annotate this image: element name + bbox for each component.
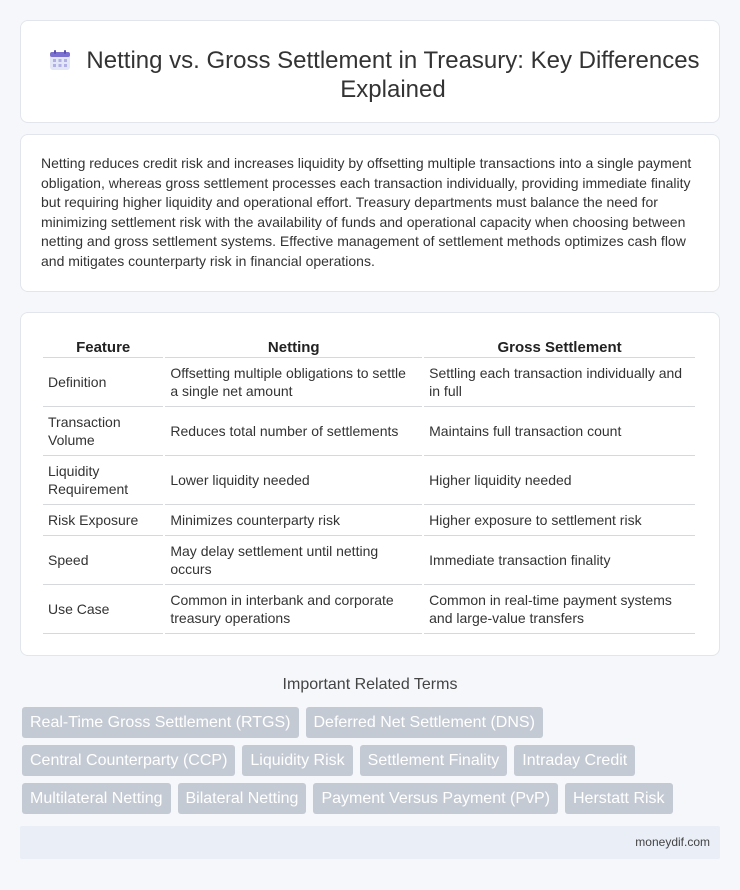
tag-rtgs[interactable]: Real-Time Gross Settlement (RTGS): [22, 707, 299, 738]
netting-cell: Common in interbank and corporate treasury operations: [165, 584, 422, 634]
tag-herstatt-risk[interactable]: Herstatt Risk: [565, 783, 673, 814]
table-row: [43, 535, 695, 584]
feature-cell: Speed: [43, 535, 163, 584]
page-title: Netting vs. Gross Settlement in Treasury: Key Differences Explained: [86, 47, 700, 103]
table-row: [43, 504, 695, 535]
gross-cell: Common in real-time payment systems and large-value transfers: [424, 584, 695, 634]
gross-cell: Higher exposure to settlement risk: [424, 504, 695, 535]
table-row: [43, 357, 695, 406]
tag-liquidity-risk[interactable]: Liquidity Risk: [242, 745, 352, 776]
tag-multilateral-netting[interactable]: Multilateral Netting: [22, 783, 171, 814]
table-header-row: [43, 335, 695, 357]
header-feature: Feature: [76, 338, 131, 356]
calendar-icon: [49, 49, 71, 71]
tag-bilateral-netting[interactable]: Bilateral Netting: [178, 783, 307, 814]
table-row: [43, 406, 695, 455]
gross-cell: Higher liquidity needed: [424, 455, 695, 504]
feature-cell: Risk Exposure: [43, 504, 163, 535]
footer: [20, 826, 720, 859]
tag-ccp[interactable]: Central Counterparty (CCP): [22, 745, 235, 776]
comparison-table: [41, 335, 697, 634]
gross-cell: Maintains full transaction count: [424, 406, 695, 455]
netting-cell: May delay settlement until netting occurs: [165, 535, 422, 584]
tag-pvp[interactable]: Payment Versus Payment (PvP): [313, 783, 558, 814]
title-card: [20, 20, 720, 123]
table-row: [43, 455, 695, 504]
tag-settlement-finality[interactable]: Settlement Finality: [360, 745, 508, 776]
tag-dns[interactable]: Deferred Net Settlement (DNS): [306, 707, 543, 738]
related-terms-title: Important Related Terms: [282, 676, 458, 693]
gross-cell: Immediate transaction finality: [424, 535, 695, 584]
netting-cell: Lower liquidity needed: [165, 455, 422, 504]
table-row: [43, 584, 695, 634]
netting-cell: Reduces total number of settlements: [165, 406, 422, 455]
feature-cell: Liquidity Requirement: [43, 455, 163, 504]
related-terms-tags: [22, 707, 722, 821]
feature-cell: Definition: [43, 357, 163, 406]
netting-cell: Offsetting multiple obligations to settle a single net amount: [165, 357, 422, 406]
feature-cell: Transaction Volume: [43, 406, 163, 455]
feature-cell: Use Case: [43, 584, 163, 634]
summary-card: [20, 134, 720, 292]
summary-paragraph: Netting reduces credit risk and increases liquidity by offsetting multiple transactions into a single payment obligation, whereas gross settlement processes each transaction individually, providing immediate finality but requiring higher liquidity and operational effort. Treasury departments must balance the need for minimizing settlement risk with the availability of funds and operational capacity when choosing between netting and gross settlement systems. Effective management of settlement methods optimizes cash flow and mitigates counterparty risk in financial operations.: [41, 155, 692, 269]
comparison-card: [20, 312, 720, 656]
footer-site[interactable]: moneydif.com: [635, 835, 710, 849]
header-gross-settlement: Gross Settlement: [497, 338, 622, 356]
tag-intraday-credit[interactable]: Intraday Credit: [514, 745, 635, 776]
gross-cell: Settling each transaction individually and in full: [424, 357, 695, 406]
netting-cell: Minimizes counterparty risk: [165, 504, 422, 535]
header-netting: Netting: [267, 338, 320, 356]
